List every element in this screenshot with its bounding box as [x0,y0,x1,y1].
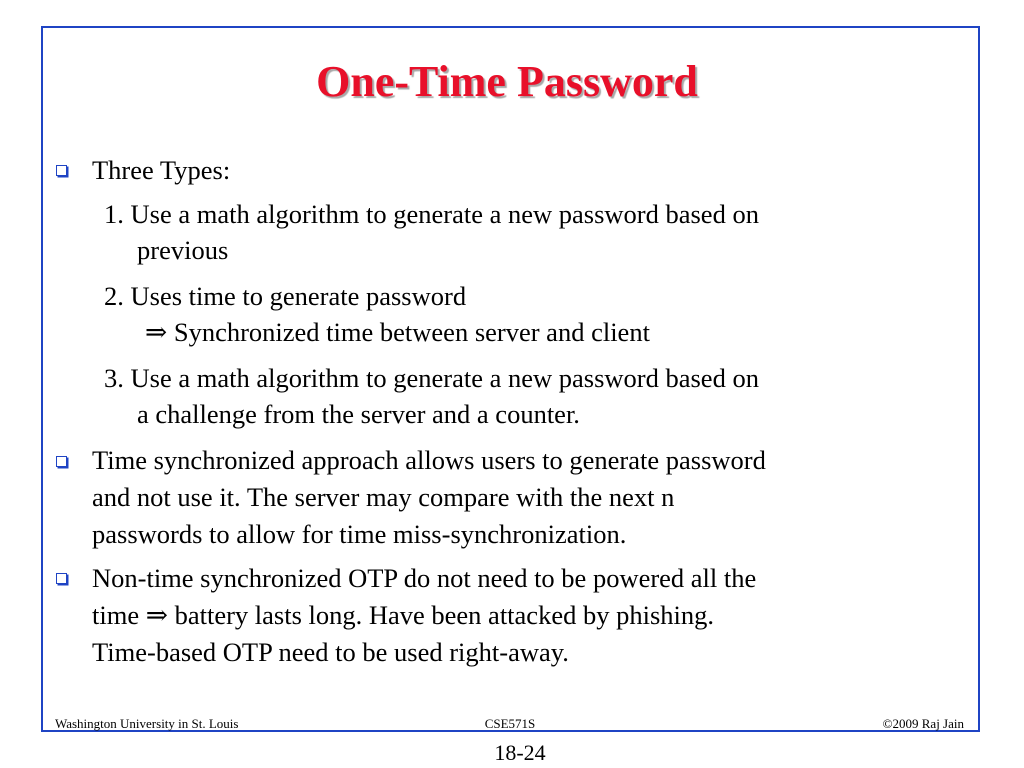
implies-arrow-icon: ⇒ [145,317,168,347]
page-number: 18-24 [494,740,546,765]
bullet-text: passwords to allow for time miss-synchronization. [92,519,627,549]
subitem-text: Synchronized time between server and client [173,317,650,347]
bullet-text: Non-time synchronized OTP do not need to be powered all the [92,563,757,593]
footer-right: ©2009 Raj Jain [882,716,964,731]
subitem-text: 3. Use a math algorithm to generate a new password based on [104,363,759,393]
bullet-text: and not use it. The server may compare with the next n [92,482,675,512]
implies-arrow-icon: ⇒ [145,600,168,630]
subitem-text: 2. Uses time to generate password [104,281,467,311]
implies-line [145,316,650,348]
bullet-text: battery lasts long. Have been attacked by phishing. [174,600,714,630]
bullet-text-with-arrow [92,599,714,631]
subitem-text: 1. Use a math algorithm to generate a new password based on [104,199,759,229]
subitem-text: previous [137,235,229,265]
bullet-text: Time synchronized approach allows users to generate password [92,445,766,475]
bullet-text: time [92,600,140,630]
bullet-text: Time-based OTP need to be used right-away. [92,637,569,667]
footer-center: CSE571S [484,716,536,731]
bullet-icon [56,573,67,584]
bullet-text: Three Types: [92,155,231,185]
footer-left: Washington University in St. Louis [55,716,239,731]
slide-title: One-Time Password [316,57,698,106]
subitem-text: a challenge from the server and a counter. [137,399,580,429]
bullet-icon [56,165,67,176]
bullet-icon [56,456,67,467]
